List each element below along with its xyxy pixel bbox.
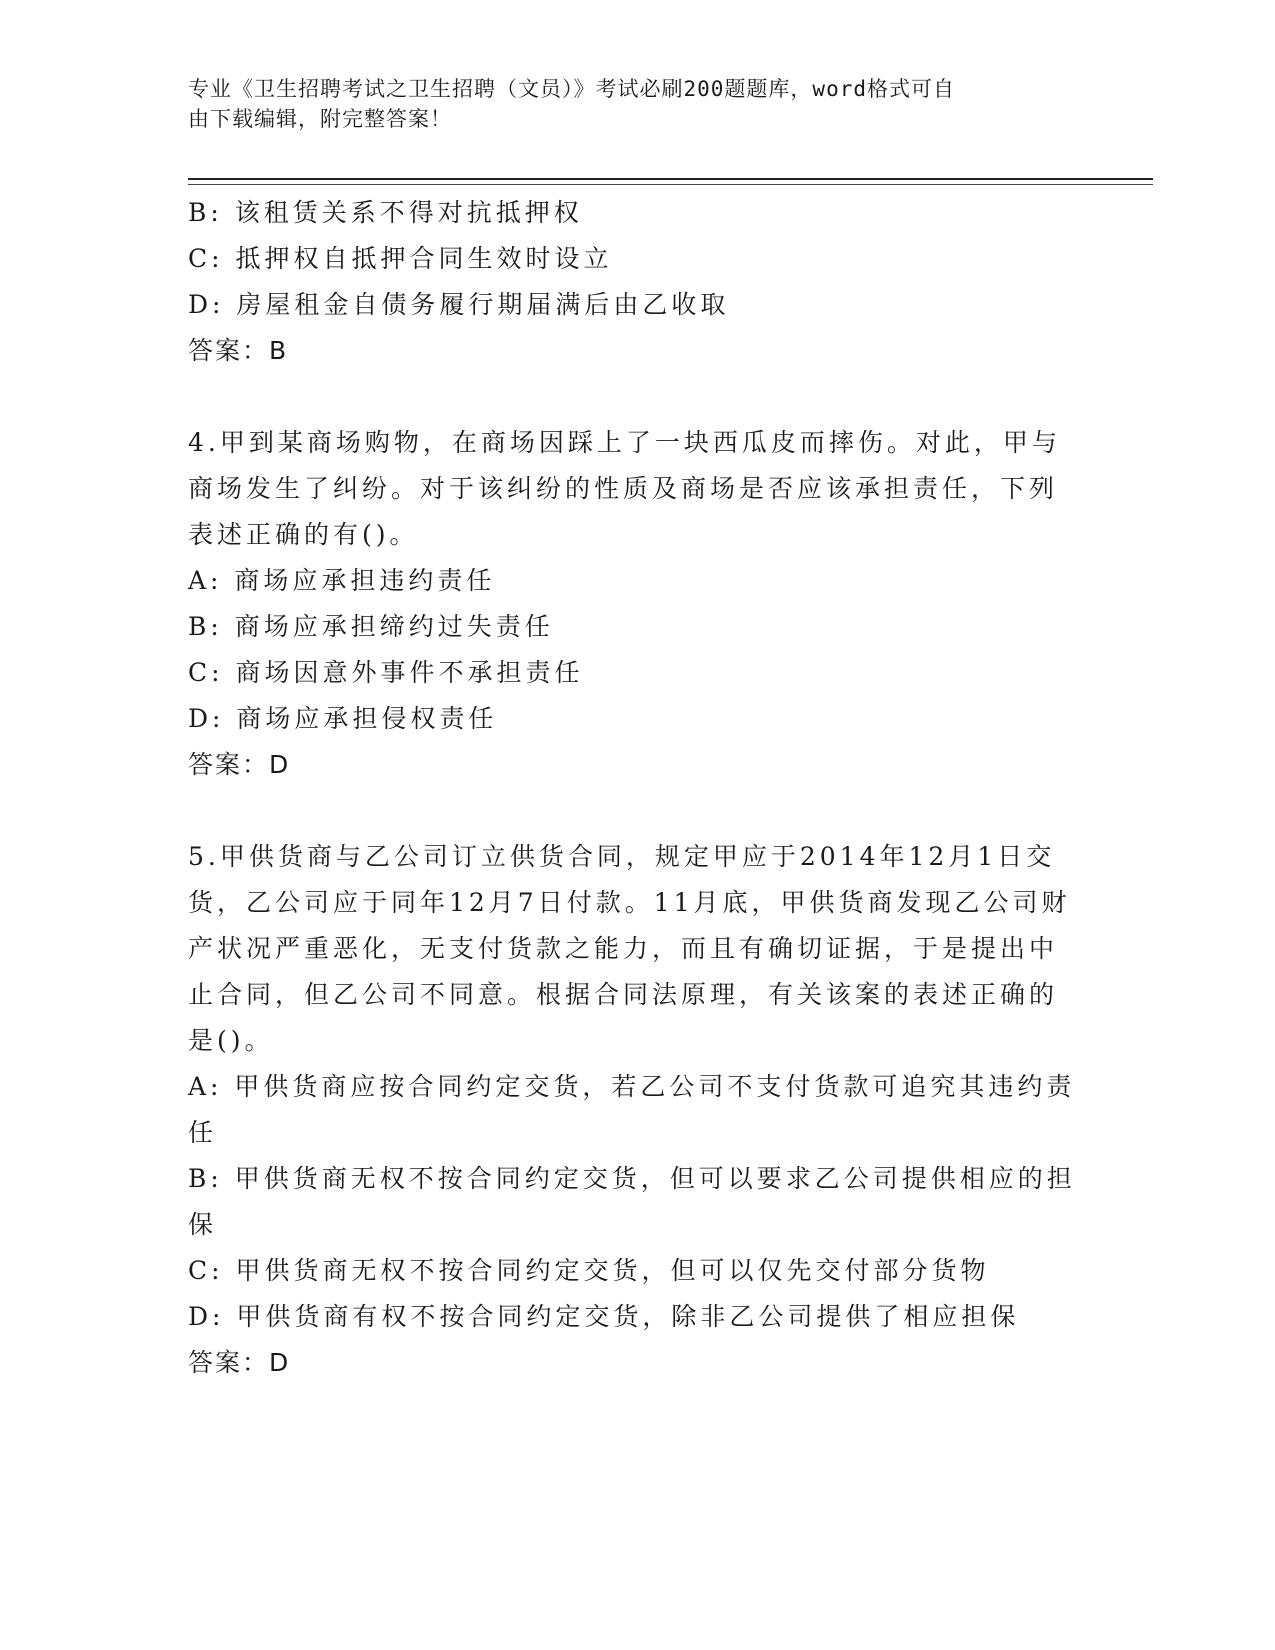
q4-answer: 答案：D <box>188 750 291 779</box>
header-line-1: 专业《卫生招聘考试之卫生招聘（文员）》考试必刷200题题库，word格式可自 <box>188 77 955 101</box>
q5-stem-line-5: 是()。 <box>188 1026 274 1055</box>
question-3-continued <box>188 190 1088 374</box>
q5-option-b-line-2: 保 <box>188 1210 218 1239</box>
spacer <box>188 788 1088 834</box>
q3-option-d: D: 房屋租金自债务履行期届满后由乙收取 <box>188 290 730 319</box>
header-line-2: 由下载编辑，附完整答案！ <box>188 107 452 131</box>
q5-stem-line-3: 产状况严重恶化，无支付货款之能力，而且有确切证据，于是提出中 <box>188 934 1059 963</box>
q3-option-c: C: 抵押权自抵押合同生效时设立 <box>188 244 613 273</box>
q5-stem-line-4: 止合同，但乙公司不同意。根据合同法原理，有关该案的表述正确的 <box>188 980 1059 1009</box>
q4-option-b: B: 商场应承担缔约过失责任 <box>188 612 554 641</box>
q4-option-c: C: 商场因意外事件不承担责任 <box>188 658 584 687</box>
q5-option-a-line-1: A: 甲供货商应按合同约定交货，若乙公司不支付货款可追究其违约责 <box>188 1072 1076 1101</box>
document-body <box>188 190 1088 1386</box>
page-header <box>188 74 1068 134</box>
q4-stem-line-2: 商场发生了纠纷。对于该纠纷的性质及商场是否应该承担责任，下列 <box>188 474 1059 503</box>
question-5 <box>188 834 1088 1386</box>
q5-option-d: D: 甲供货商有权不按合同约定交货，除非乙公司提供了相应担保 <box>188 1302 1020 1331</box>
header-divider-thin <box>188 184 1153 185</box>
q5-stem-line-2: 货，乙公司应于同年12月7日付款。11月底，甲供货商发现乙公司财 <box>188 888 1071 917</box>
q4-option-a: A: 商场应承担违约责任 <box>188 566 496 595</box>
question-4 <box>188 420 1088 788</box>
header-divider-thick <box>188 178 1153 180</box>
q5-stem-line-1: 5.甲供货商与乙公司订立供货合同，规定甲应于2014年12月1日交 <box>188 842 1056 871</box>
q4-option-d: D: 商场应承担侵权责任 <box>188 704 498 733</box>
q5-option-a-line-2: 任 <box>188 1118 218 1147</box>
spacer <box>188 374 1088 420</box>
q3-answer: 答案：B <box>188 336 289 365</box>
q5-option-c: C: 甲供货商无权不按合同约定交货，但可以仅先交付部分货物 <box>188 1256 990 1285</box>
q5-answer: 答案：D <box>188 1348 291 1377</box>
q4-stem-line-3: 表述正确的有()。 <box>188 520 419 549</box>
q4-stem-line-1: 4.甲到某商场购物，在商场因踩上了一块西瓜皮而摔伤。对此，甲与 <box>188 428 1061 457</box>
q5-option-b-line-1: B: 甲供货商无权不按合同约定交货，但可以要求乙公司提供相应的担 <box>188 1164 1076 1193</box>
q3-option-b: B: 该租赁关系不得对抗抵押权 <box>188 198 583 227</box>
